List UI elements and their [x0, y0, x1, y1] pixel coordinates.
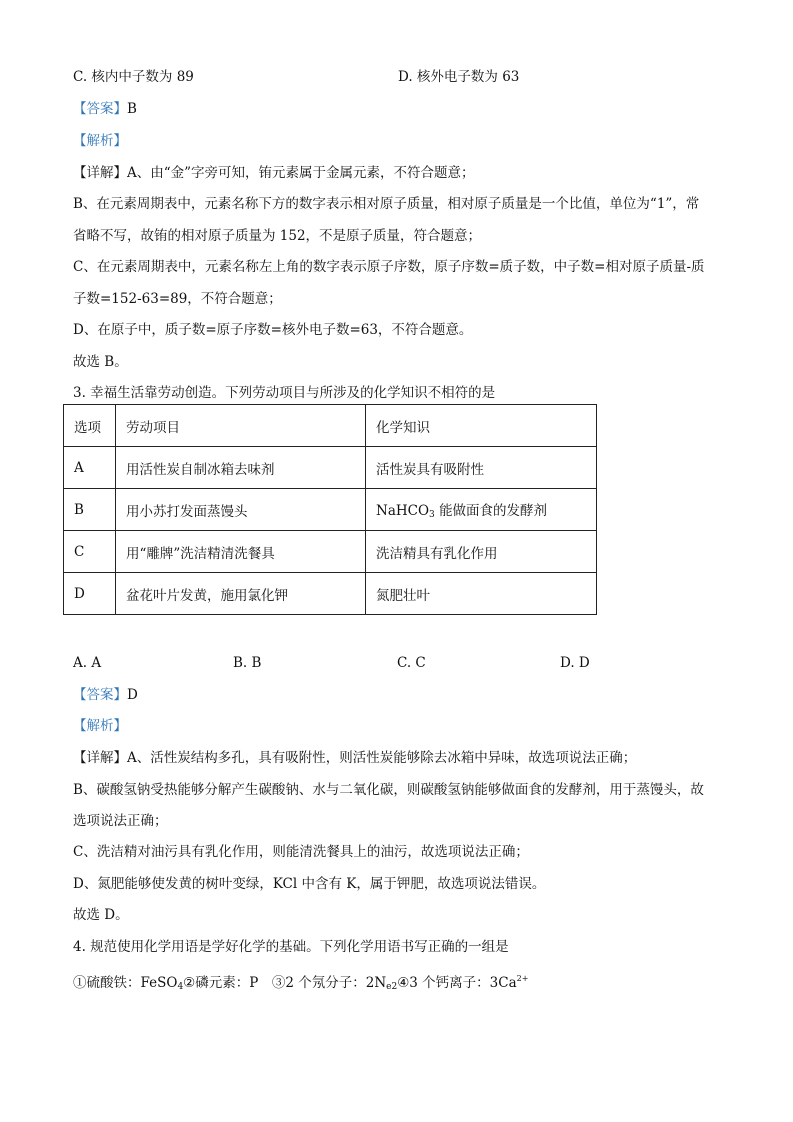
cell-text: 能做面食的发酵剂	[439, 503, 548, 519]
detail-line	[73, 749, 636, 767]
table-cell: 用活性炭自制冰箱去味剂	[116, 447, 366, 489]
item-text: ①硫酸铁：FeSO	[73, 975, 178, 991]
table-cell: 用小苏打发面蒸馒头	[116, 489, 366, 531]
table-cell: 洗洁精具有乳化作用	[366, 531, 597, 573]
question-3-table	[63, 404, 597, 615]
detail-text: A、活性炭结构多孔，具有吸附性，则活性炭能够除去冰箱中异味，故选项说法正确；	[127, 750, 637, 766]
detail-text: 子数=152-63=89，不符合题意；	[73, 291, 282, 307]
option-c: C. 核内中子数为 89	[73, 69, 194, 85]
detail-text: D、氮肥能够使发黄的树叶变绿，KCl 中含有 K，属于钾肥，故选项说法错误。	[73, 876, 546, 892]
detail-text: B、在元素周期表中，元素名称下方的数字表示相对原子质量，相对原子质量是一个比值，单位为“1”，常	[73, 196, 700, 212]
item-text: ④3 个钙离子：3Ca	[397, 975, 517, 991]
subscript: e2	[386, 982, 398, 992]
detail-label: 【详解】	[73, 750, 127, 766]
table-cell: A	[64, 447, 116, 489]
option-a: A. A	[73, 655, 102, 671]
option-d: D. 核外电子数为 63	[398, 69, 520, 85]
table-cell: 用“雕牌”洗洁精清洗餐具	[116, 531, 366, 573]
conclusion: 故选 D。	[73, 907, 129, 923]
detail-text: C、洗洁精对油污具有乳化作用，则能清洗餐具上的油污，故选项说法正确；	[73, 844, 529, 860]
header-cell: 选项	[64, 405, 116, 447]
answer-value: B	[127, 101, 137, 117]
detail-line	[73, 164, 475, 182]
answer-value: D	[127, 687, 138, 703]
conclusion: 故选 B。	[73, 354, 128, 370]
answer-label: 【答案】	[73, 687, 127, 703]
detail-text: A、由“金”字旁可知，铕元素属于金属元素，不符合题意；	[127, 165, 475, 181]
answer-line	[73, 686, 138, 704]
analysis-label: 【解析】	[73, 133, 127, 149]
formula: NaHCO	[376, 503, 430, 519]
table-cell	[366, 489, 597, 531]
detail-label: 【详解】	[73, 165, 127, 181]
option-c: C. C	[397, 655, 426, 671]
table-header-row	[64, 405, 597, 447]
option-d: D. D	[560, 655, 590, 671]
header-cell: 劳动项目	[116, 405, 366, 447]
question-3-stem: 3. 幸福生活靠劳动创造。下列劳动项目与所涉及的化学知识不相符的是	[73, 385, 496, 401]
table-cell: 活性炭具有吸附性	[366, 447, 597, 489]
table-row	[64, 489, 597, 531]
header-cell: 化学知识	[366, 405, 597, 447]
table-row	[64, 531, 597, 573]
item-text: ②磷元素：P ③2 个氖分子：2N	[183, 975, 387, 991]
question-4-items	[73, 970, 528, 996]
analysis-label: 【解析】	[73, 718, 127, 734]
answer-line	[73, 100, 137, 118]
table-cell: C	[64, 531, 116, 573]
answer-label: 【答案】	[73, 101, 127, 117]
subscript: 4	[177, 982, 184, 992]
detail-text: 选项说法正确；	[73, 813, 168, 829]
table-cell: 盆花叶片发黄，施用氯化钾	[116, 573, 366, 615]
table-cell: 氮肥壮叶	[366, 573, 597, 615]
superscript: 2+	[516, 974, 529, 983]
table-cell: B	[64, 489, 116, 531]
detail-text: D、在原子中，质子数=原子序数=核外电子数=63，不符合题意。	[73, 322, 473, 338]
option-b: B. B	[233, 655, 262, 671]
detail-text: B、碳酸氢钠受热能够分解产生碳酸钠、水与二氧化碳，则碳酸氢钠能够做面食的发酵剂，用于蒸馒头，故	[73, 782, 704, 798]
subscript: 3	[429, 510, 435, 520]
question-4-stem: 4. 规范使用化学用语是学好化学的基础。下列化学用语书写正确的一组是	[73, 939, 509, 955]
table-row	[64, 447, 597, 489]
table-cell: D	[64, 573, 116, 615]
detail-text: 省略不写，故铕的相对原子质量为 152，不是原子质量，符合题意；	[73, 228, 482, 244]
table-row	[64, 573, 597, 615]
detail-text: C、在元素周期表中，元素名称左上角的数字表示原子序数，原子序数=质子数，中子数=相对原子质量-质	[73, 259, 705, 275]
